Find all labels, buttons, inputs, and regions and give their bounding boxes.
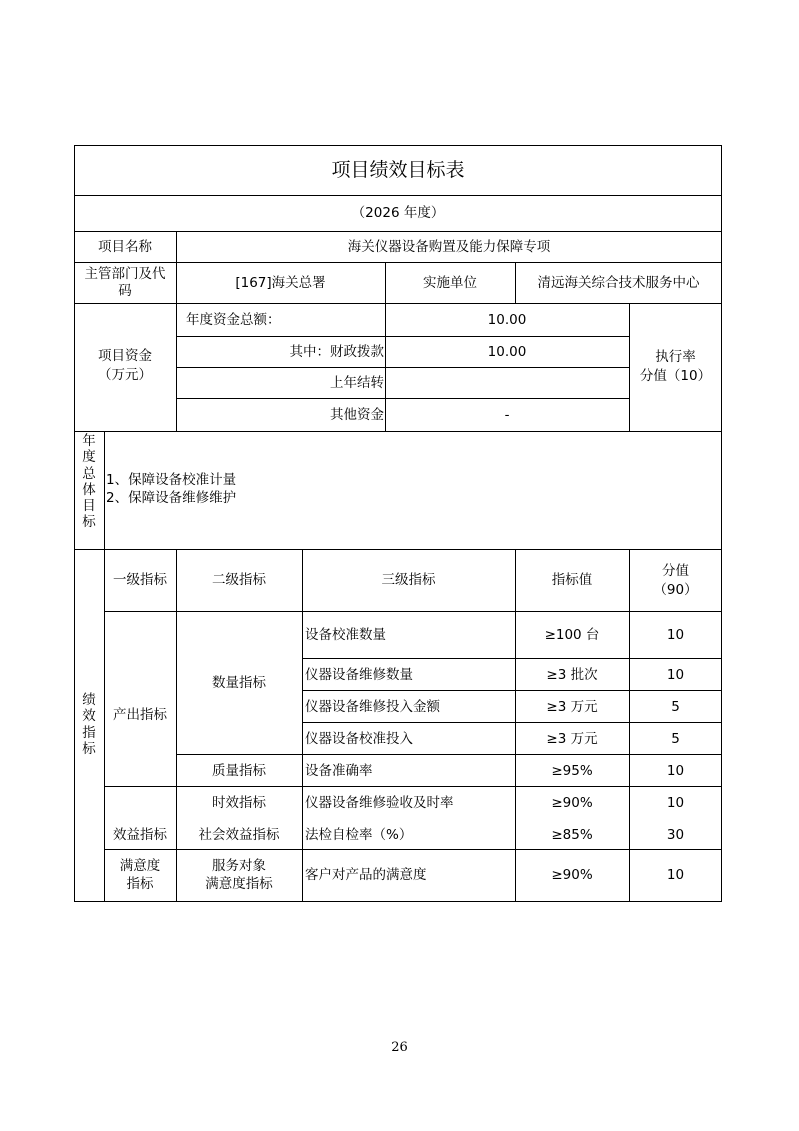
funds-other-label: 其他资金 [330, 407, 384, 423]
subgroup-quantity-label: 数量指标 [212, 675, 266, 691]
funds-label-line1: 项目资金 [98, 348, 152, 364]
row-value: ≥3 万元 [546, 699, 598, 715]
funds-total-label: 年度资金总额： [186, 312, 281, 328]
project-name-value: 海关仪器设备购置及能力保障专项 [347, 239, 551, 255]
funds-score-label-line1: 执行率 [655, 349, 696, 365]
header-level1: 一级指标 [113, 572, 167, 588]
executor-label: 实施单位 [423, 275, 477, 291]
funds-fiscal-label: 其中：财政拨款 [289, 344, 384, 360]
funds-label-line2: （万元） [98, 367, 152, 383]
table-row: 仪器设备维修验收及时率 [305, 795, 454, 811]
header-level3: 三级指标 [381, 572, 436, 588]
row-score: 30 [666, 827, 685, 843]
funds-fiscal-value: 10.00 [487, 344, 527, 360]
header-score-line2: （90） [653, 582, 698, 598]
indicators-section-label: 绩效指标 [82, 692, 96, 757]
row-score: 10 [666, 795, 685, 811]
funds-other-value: - [504, 407, 510, 423]
row-score: 5 [671, 731, 680, 747]
header-score-line1: 分值 [662, 563, 689, 579]
group-satisfaction-label-line2: 指标 [126, 876, 154, 892]
project-name-label: 项目名称 [98, 239, 152, 255]
table-row: 仪器设备维修投入金额 [305, 699, 440, 715]
department-label-line2: 码 [118, 283, 132, 299]
row-score: 5 [671, 699, 680, 715]
table-year: （2026 年度） [351, 205, 445, 221]
row-value: ≥3 万元 [546, 731, 598, 747]
header-level2: 二级指标 [212, 572, 266, 588]
row-value: ≥3 批次 [546, 667, 598, 683]
annual-goal-item-1: 1、保障设备校准计量 [106, 472, 237, 488]
department-value: [167]海关总署 [235, 275, 326, 291]
funds-carryover-label: 上年结转 [330, 375, 384, 391]
group-satisfaction-label-line1: 满意度 [119, 858, 161, 874]
table-grid-lines [74, 145, 722, 902]
subgroup-timeliness-label: 时效指标 [212, 795, 266, 811]
performance-target-table [74, 145, 722, 902]
group-output-label: 产出指标 [113, 707, 167, 723]
row-value: ≥85% [551, 827, 593, 843]
annual-goal-label: 年度总体目标 [82, 433, 96, 531]
subgroup-service-label-line1: 服务对象 [212, 858, 266, 874]
subgroup-social-benefit-label: 社会效益指标 [198, 827, 280, 843]
row-score: 10 [666, 763, 685, 779]
row-score: 10 [666, 867, 685, 883]
table-row: 设备准确率 [305, 763, 373, 779]
table-row: 客户对产品的满意度 [305, 867, 427, 883]
table-row: 仪器设备维修数量 [305, 667, 413, 683]
annual-goal-item-2: 2、保障设备维修维护 [106, 490, 237, 506]
table-title: 项目绩效目标表 [331, 159, 465, 181]
row-score: 10 [666, 627, 685, 643]
funds-score-label-line2: 分值（10） [639, 368, 712, 384]
row-value: ≥90% [551, 867, 593, 883]
subgroup-service-label-line2: 满意度指标 [205, 876, 273, 892]
table-row: 仪器设备校准投入 [305, 731, 413, 747]
department-label-line1: 主管部门及代 [84, 266, 166, 282]
executor-value: 清远海关综合技术服务中心 [537, 275, 700, 291]
row-score: 10 [666, 667, 685, 683]
table-row: 法检自检率（%） [305, 827, 413, 843]
row-value: ≥90% [551, 795, 593, 811]
table-row: 设备校准数量 [305, 627, 386, 643]
subgroup-quality-label: 质量指标 [212, 763, 266, 779]
row-value: ≥100 台 [544, 627, 600, 643]
header-value: 指标值 [551, 572, 593, 588]
row-value: ≥95% [551, 763, 593, 779]
funds-total-value: 10.00 [487, 312, 527, 328]
page-number: 26 [391, 1040, 408, 1055]
group-benefit-label: 效益指标 [113, 827, 167, 843]
